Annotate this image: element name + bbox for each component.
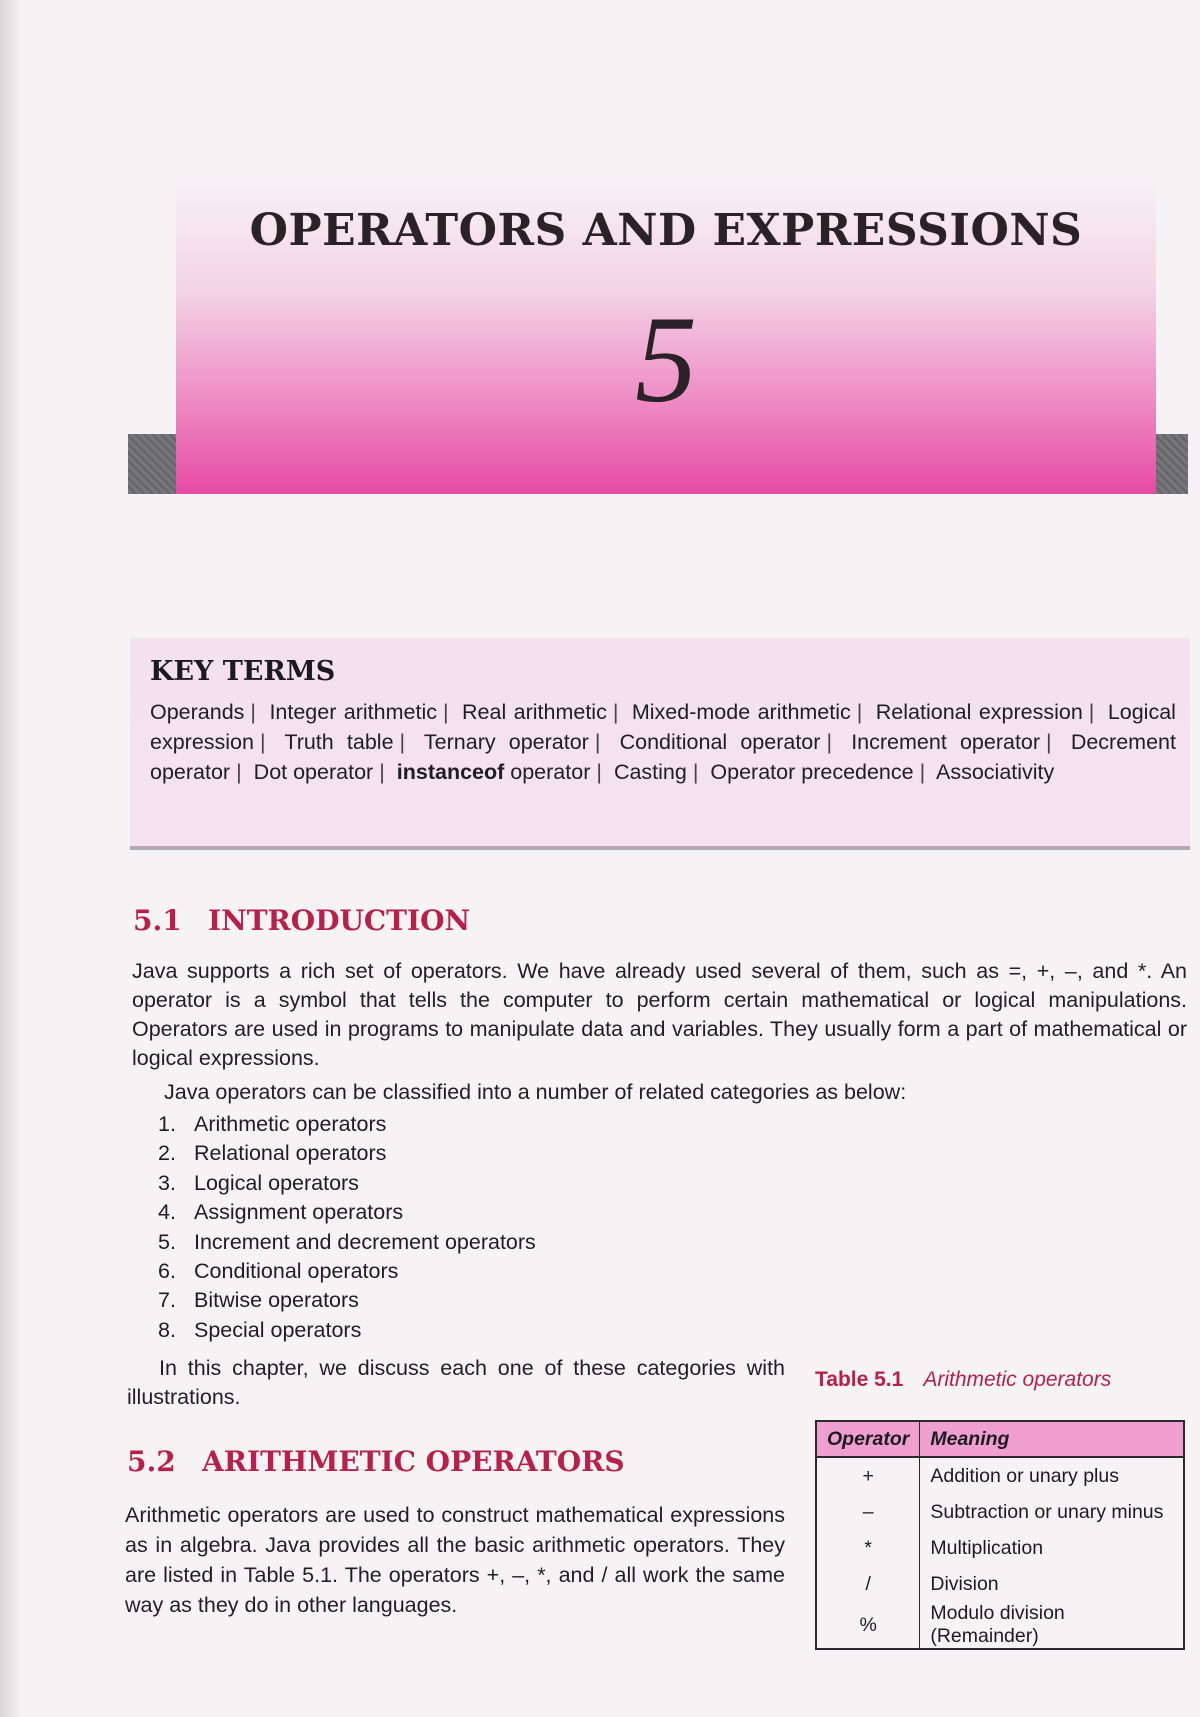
key-term-separator: | — [399, 730, 406, 754]
arithmetic-operators-table — [815, 1420, 1185, 1650]
key-terms-box — [130, 638, 1190, 846]
table-label: Table 5.1 — [815, 1368, 904, 1391]
meaning-cell: Addition or unary plus — [930, 1464, 1119, 1487]
meaning-cell: Modulo division (Remainder) — [930, 1602, 1065, 1647]
table-row — [816, 1530, 1184, 1566]
list-item — [158, 1169, 536, 1198]
list-item — [158, 1139, 536, 1168]
list-item-number: 8. — [158, 1317, 176, 1342]
key-term-separator: | — [692, 760, 699, 784]
key-term-separator: | — [250, 700, 257, 724]
list-item — [158, 1110, 536, 1139]
list-item-label: Increment and decrement operators — [194, 1229, 536, 1254]
section-number: 5.1 — [133, 904, 182, 937]
meaning-cell: Multiplication — [930, 1536, 1044, 1559]
list-item-number: 3. — [158, 1170, 176, 1195]
key-term: Operator precedence — [710, 760, 914, 784]
operator-category-list — [158, 1110, 536, 1345]
key-term-separator: | — [1046, 730, 1052, 754]
list-item-number: 4. — [158, 1200, 176, 1225]
intro-paragraph-1: Java supports a rich set of operators. We have already used several of them, such as =, +, –, and *. An operator is a symbol that tells the computer to perform certain mathematical or logical manipulations. Operators are used in programs to manipulate data and variables. They usually form a part of mathematical or logical expressions. — [132, 959, 1187, 1070]
key-term: Real arithmetic — [462, 700, 607, 724]
list-item-number: 2. — [158, 1141, 176, 1166]
key-term-separator: | — [612, 700, 619, 724]
intro-paragraph-2: Java operators can be classified into a number of related categories as below: — [164, 1080, 907, 1104]
key-term-keyword: instanceof — [396, 760, 505, 784]
operator-cell: / — [816, 1566, 920, 1602]
arithmetic-paragraph-1: Arithmetic operators are used to construct mathematical expressions as in algebra. Java provides all the basic arithmetic operators. They are listed in Table 5.1. The operators +, –, *, and / all work the same way as they do in other languages. — [125, 1503, 785, 1617]
key-term-separator: | — [259, 730, 266, 754]
page-edge-shadow — [0, 0, 22, 1717]
list-item-label: Logical operators — [194, 1170, 359, 1195]
key-term: Conditional operator — [619, 730, 821, 754]
key-term: Casting — [613, 760, 687, 784]
section-heading-arithmetic — [127, 1445, 625, 1478]
meaning-cell: Division — [930, 1572, 999, 1595]
operator-cell: * — [816, 1530, 920, 1566]
table-row — [816, 1602, 1184, 1649]
operator-cell: + — [816, 1457, 920, 1494]
table-row — [816, 1566, 1184, 1602]
key-term: Dot operator — [253, 760, 374, 784]
key-term-separator: | — [1088, 700, 1095, 724]
key-term: instanceof operator — [396, 760, 591, 784]
list-item-number: 6. — [158, 1259, 176, 1284]
key-terms-list — [150, 697, 1176, 787]
list-item — [158, 1316, 536, 1345]
section-title: ARITHMETIC OPERATORS — [202, 1445, 625, 1478]
table-caption — [815, 1368, 1111, 1392]
table-title: Arithmetic operators — [923, 1368, 1112, 1391]
key-term: Operands — [150, 700, 245, 724]
key-term-separator: | — [596, 760, 602, 784]
section-number: 5.2 — [127, 1445, 176, 1478]
table-header-row — [816, 1421, 1184, 1457]
intro-paragraph-3: In this chapter, we discuss each one of these categories with illustrations. — [127, 1356, 785, 1409]
section-title: INTRODUCTION — [208, 904, 471, 937]
list-item-label: Assignment operators — [194, 1200, 404, 1225]
table-header-operator: Operator — [816, 1421, 920, 1457]
chapter-number: 5 — [635, 291, 697, 428]
list-item-number: 1. — [158, 1112, 176, 1136]
key-term-separator: | — [826, 730, 833, 754]
key-term-separator: | — [236, 760, 242, 784]
list-item-label: Arithmetic operators — [194, 1112, 387, 1136]
table-body — [816, 1457, 1184, 1649]
list-item-label: Special operators — [194, 1317, 362, 1342]
key-term: Integer arithmetic — [269, 700, 437, 724]
table-row — [816, 1494, 1184, 1530]
key-term: Ternary operator — [423, 730, 589, 754]
table-header-meaning: Meaning — [920, 1421, 1184, 1457]
chapter-title: OPERATORS AND EXPRESSIONS — [249, 205, 1083, 256]
key-term: Logical expression — [150, 700, 1176, 754]
key-term: Associativity — [936, 760, 1055, 784]
key-term-separator: | — [442, 700, 449, 724]
key-term-separator: | — [919, 760, 926, 784]
list-item — [158, 1228, 536, 1257]
section-heading-introduction — [133, 904, 470, 937]
list-item-label: Relational operators — [194, 1141, 387, 1166]
list-item-number: 5. — [158, 1229, 176, 1254]
key-term-separator: | — [379, 760, 385, 784]
list-item — [158, 1198, 536, 1227]
table-row — [816, 1457, 1184, 1494]
list-item — [158, 1286, 536, 1315]
list-item-label: Conditional operators — [194, 1259, 399, 1284]
list-item — [158, 1257, 536, 1286]
key-term-separator: | — [594, 730, 601, 754]
key-term-separator: | — [856, 700, 863, 724]
key-term: Relational expression — [875, 700, 1083, 724]
list-item-label: Bitwise operators — [194, 1288, 359, 1313]
key-term: Increment operator — [851, 730, 1041, 754]
key-terms-heading: KEY TERMS — [150, 656, 336, 687]
key-term: Truth table — [284, 730, 394, 754]
key-term: Decrement operator — [150, 730, 1176, 784]
list-item-number: 7. — [158, 1288, 176, 1313]
operator-cell: % — [816, 1602, 920, 1649]
meaning-cell: Subtraction or unary minus — [930, 1500, 1164, 1523]
key-term: Mixed-mode arithmetic — [631, 700, 851, 724]
operator-cell: – — [816, 1494, 920, 1530]
